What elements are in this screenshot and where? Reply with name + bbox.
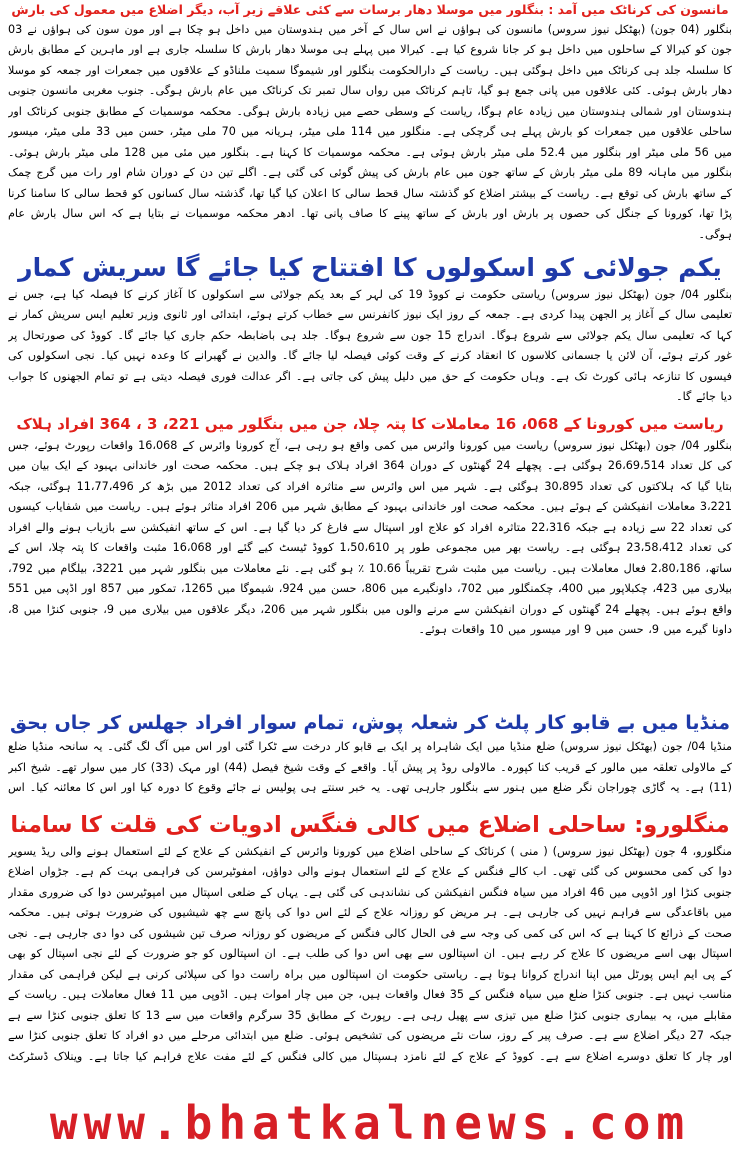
headline-mandya-car: منڈیا میں بے قابو کار پلٹ کر شعلہ پوش، تمام سوار افراد جھلس کر جاں بحق	[10, 711, 730, 734]
article-schools	[8, 252, 732, 409]
article-mandya-car	[8, 712, 732, 802]
site-url-banner[interactable]: www.bhatkalnews.com	[49, 1096, 691, 1150]
headline-black-fungus: منگلورو: ساحلی اضلاع میں کالی فنگس ادویات کی قلت کا سامنا	[10, 812, 730, 839]
body-monsoon: بنگلور (04 جون) (بھٹکل نیوز سروس) مانسون کی ہواؤں نے اس سال کے آخر میں ہندوستان میں داخل ہو چکا ہے اور مون سون کی ہواؤں نے 03 جون کو کیرالا کے ساحلوں میں داخل ہو کر جانا شروع کیا ہے۔ کیرالا میں پہلے ہی موسلا دھار بارش کا سلسلہ جاری ہے اور ماہرین کے مطابق بارش کا سلسلہ جلد ہی کرناٹک میں داخل ہوگئی ہیں۔ ریاست کے دارالحکومت بنگلور اور شیموگا سمیت ملناڈو کے علاقوں میں جمعرات اور جمعہ کو موسلا دھار بارش ہوئی۔ کئی علاقوں میں پانی جمع ہو گیا، تاہم کرناٹک میں رواں سال تمبر تک کرناٹک میں عام بارش ہوگی۔ جنوب مغربی مانسون جنوبی ہندوستان اور شمالی ہندوستان میں زیادہ عام ہوگا، ریاست کے وسطی حصے میں زیادہ بارش ہوگی۔ محکمہ موسمیات کے مطابق جنوبی کرناٹک اور ساحلی علاقوں میں جمعرات کو بارش پہلے ہی گرچکی ہے۔ منگلور میں 114 ملی میٹر، ہریانہ میں 70 ملی میٹر، حسن میں 33 ملی میٹر، میسور میں 56 ملی میٹر اور بنگلور میں 52.4 ملی میٹر بارش ہوئی ہے۔ محکمہ موسمیات کا کہنا ہے۔ بنگلور میں مئی میں 128 ملی میٹر بارش ہوئی۔ بنگلور میں ماہانہ 89 ملی میٹر بارش کے ساتھ جون میں عام بارش کی پیش گوئی کی گئی ہے۔ اگلے تین دن کے دوران شام اور رات میں گرج چمک کے ساتھ بارش کی توقع ہے۔ ریاست کے بیشتر اضلاع کو گذشتہ سال قحط سالی کا اعلان کیا گیا تھا، گذشتہ سال کسانوں کو قحط سالی کا سامنا کرنا پڑا تھا، کورونا کے جنگل کی حصوں پر بارش اور بارش کے ساتھ پینے کا صاف پانی تھا۔ ادھر محکمہ موسمیات نے بتایا ہے کہ اس سال بارش عام ہوگی۔	[8, 22, 732, 241]
article-monsoon	[8, 2, 732, 244]
body-corona: بنگلور 04/ جون (بھٹکل نیوز سروس) ریاست میں کورونا وائرس میں کمی واقع ہو رہی ہے، آج کورونا وائرس کے 16،068 واقعات رپورٹ ہوئے، جس کی کل تعداد 26،69،514 ہوگئی ہے۔ پچھلے 24 گھنٹوں کے دوران 364 افراد ہلاک ہو چکے ہیں۔ محکمہ صحت اور خاندانی بہبود کے ایک بیان میں بتایا گیا کہ ہلاکتوں کی تعداد 30،895 ہوگئی ہے۔ شہر میں اس وائرس سے متاثرہ افراد کی تعداد 2012 میں بڑھ کر 11،77،496 ہوگئی، جبکہ 3،221 معاملات انفیکشن کے ہوئے ہیں۔ محکمہ صحت اور خاندانی بہبود کے مطابق شہر میں 206 افراد متاثر ہوئے ہیں۔ ریاست میں شفایاب کیسوں کی تعداد 22 سے زیادہ ہے جبکہ 22،316 متاثرہ افراد کو علاج اور اسپتال سے فارغ کر دیا گیا ہے۔ اس کے ساتھ انفیکشن سے بازیاب ہونے والے افراد کی تعداد 23،58،412 ہوگئی ہے۔ ریاست بھر میں مجموعی طور پر 1،50،610 کووڈ ٹیسٹ کیے گئے اور 16،068 مثبت واقعات کا پتہ چلا، اس کے ساتھ، 2،80،186 فعال معاملات ہیں۔ ریاست میں مثبت شرح تقریباً 10.66 ٪ ہو گئی ہے۔ نئے معاملات میں بنگلور شہر میں 3221، بیلگام میں 792، بیلاری میں 423، چکبلاپور میں 400، چکمنگلور میں 702، داونگیرے میں 806، حسن میں 924، شیموگا میں 1265، تمکور میں 857 اور اڈپی میں 551 واقع ہوئے ہیں۔ پچھلے 24 گھنٹوں کے دوران انفیکشن سے مرنے والوں میں بنگلور شہر میں 206، دیگر علاقوں میں بیلاری میں 9، جنوبی کنڑا میں 8، داونا گیرے میں 9، حسن میں 9 اور میسور میں 10 واقعات ہوئے۔	[8, 438, 732, 637]
body-schools: بنگلور 04/ جون (بھٹکل نیوز سروس) ریاستی حکومت نے کووڈ 19 کی لہر کے بعد یکم جولائی سے اسکولوں کا آغاز کرنے کا فیصلہ کیا ہے، جس نے تعلیمی سال کے آغاز پر الجھن پیدا کردی ہے۔ جمعہ کے روز ایک نیوز کانفرنس سے خطاب کرتے ہوئے، ابتدائی اور ثانوی وزیر تعلیم ایس سریش کمار نے کہا کہ تعلیمی سال یکم جولائی سے شروع ہوگا۔ اندراج 15 جون سے شروع ہوگا۔ جلد ہی باضابطہ حکم جاری کیا جائے گا۔ کووڈ کی صورتحال پر غور کرتے ہوئے، آن لائن یا جسمانی کلاسوں کا انعقاد کرنے کے وقت کوئی فیصلہ لیا جائے گا۔ والدین نے گھبرانے کا وعدہ نہیں کیا۔ نجی اسکولوں کی فیسوں کا تنازعہ ہائی کورٹ تک ہے۔ وہاں حکومت کے حق میں دلیل پیش کی جاتی ہے۔ اگر عدالت فوری فیصلہ دیتی ہے تو تمام الجھنوں کا جواب دیا جائے گا۔	[8, 287, 732, 404]
headline-corona: ریاست میں کورونا کے 068، 16 معاملات کا پتہ چلا، جن میں بنگلور میں 221، 3 ، 364 افراد ہلاک	[16, 414, 724, 433]
article-corona	[8, 415, 732, 702]
headline-monsoon: مانسون کی کرناٹک میں آمد : بنگلور میں موسلا دھار برسات سے کئی علاقے زیرِ آب، دیگر اضلاع میں معمول کی بارش	[11, 2, 729, 17]
article-black-fungus	[8, 811, 732, 1069]
body-mandya-car: منڈیا 04/ جون (بھٹکل نیوز سروس) ضلع منڈیا میں ایک شاہراہ پر ایک بے قابو کار درخت سے ٹکرا گئی اور اس میں آگ لگ گئی۔ یہ سانحہ منڈیا ضلع کے مالاولی تعلقہ میں مالور کے قریب کنا کپورہ۔ مالاولی روڈ پر پیش آیا۔ واقعے کے وقت شیخ فیصل (44) اور مہک (33) کار میں سوار تھے۔ شیخ اکبر (11) ہے۔ یہ گاڑی چوراجان نگر ضلع میں ہنور سے بنگلور جارہی تھی۔ یہ خبر سنتے ہی پولیس نے جائے وقوع کا دورہ کیا اور اس کا معائنہ کیا۔ اس	[8, 740, 732, 795]
headline-schools: یکم جولائی کو اسکولوں کا افتتاح کیا جائے گا سریش کمار	[18, 252, 722, 282]
body-black-fungus: منگلورو، 4 جون (بھٹکل نیوز سروس) ( منی ) کرناٹک کے ساحلی اضلاع میں کورونا وائرس کے انفیکشن کے علاج کے لئے استعمال ہونے والی ریڈ یسویر دوا کی کمی محسوس کی گئی تھی۔ اب کالے فنگس کے علاج کے لئے استعمال ہونے والی دواؤں، امفوٹیرسن کی فراہمی بہت کم ہے۔ جڑواں اضلاع جنوبی کنڑا اور اڈوپی میں 46 افراد میں سیاہ فنگس انفیکشن کی نشاندہی کی گئی ہے۔ یہاں کے ضلعی اسپتال میں امپوٹیرسن دوا کی ضروری مقدار میں باقاعدگی سے فراہم نہیں کی جارہی ہے۔ ہر مریض کو روزانہ علاج کے لئے اس دوا کی پانچ سے چھ شیشیوں کی ضرورت ہوتی ہیں۔ محکمہ صحت کے ذرائع کا کہنا ہے کہ اس کی کمی کی وجہ سے فی الحال کالی فنگس کے مریضوں کو روزانہ صرف تین شیشوں کی دوا دی جارہی ہے۔ نجی اسپتال بھی اسے مریضوں کا علاج کر رہے ہیں۔ ان اسپتالوں سے بھی اس دوا کی طلب ہے۔ ان اسپتالوں کو جو ضرورت کے لئے نجی اسپتال کو بھی کے پی ایم ایس پورٹل میں اپنا اندراج کروانا ہوتا ہے۔ ریاستی حکومت ان اسپتالوں میں براہ راست دوا کی سپلائی کرنی ہے لیکن فراہمی کی مقدار مناسب نہیں ہے۔ جنوبی کنڑا ضلع میں سیاہ فنگس کے 35 فعال واقعات ہیں، جن میں چار اموات ہیں۔ اڈوپی میں 11 فعال معاملات ہیں۔ ریاست کے مقابلے میں، یہ بیماری جنوبی کنڑا ضلع میں تیزی سے پھیل رہی ہے۔ رپورٹ کے مطابق 35 سرگرم واقعات میں سے 13 کا تعلق جنوبی کنڑا سے ہے جبکہ 27 دیگر اضلاع سے ہے۔ صرف پیر کے روز، سات نئے مریضوں کی تشخیص ہوئی۔ ضلع میں ابتدائی مرحلے میں دو افراد کا تعلق جنوبی کنڑا سے اور چار کا تعلق دوسرے اضلاع سے ہے۔ کووڈ کے علاج کے لئے نامزد ہسپتال میں کالی فنگس کے لئے مفت علاج فراہم کیا جاتا ہے۔ وینلاک ڈسٹرکٹ	[8, 844, 732, 1063]
